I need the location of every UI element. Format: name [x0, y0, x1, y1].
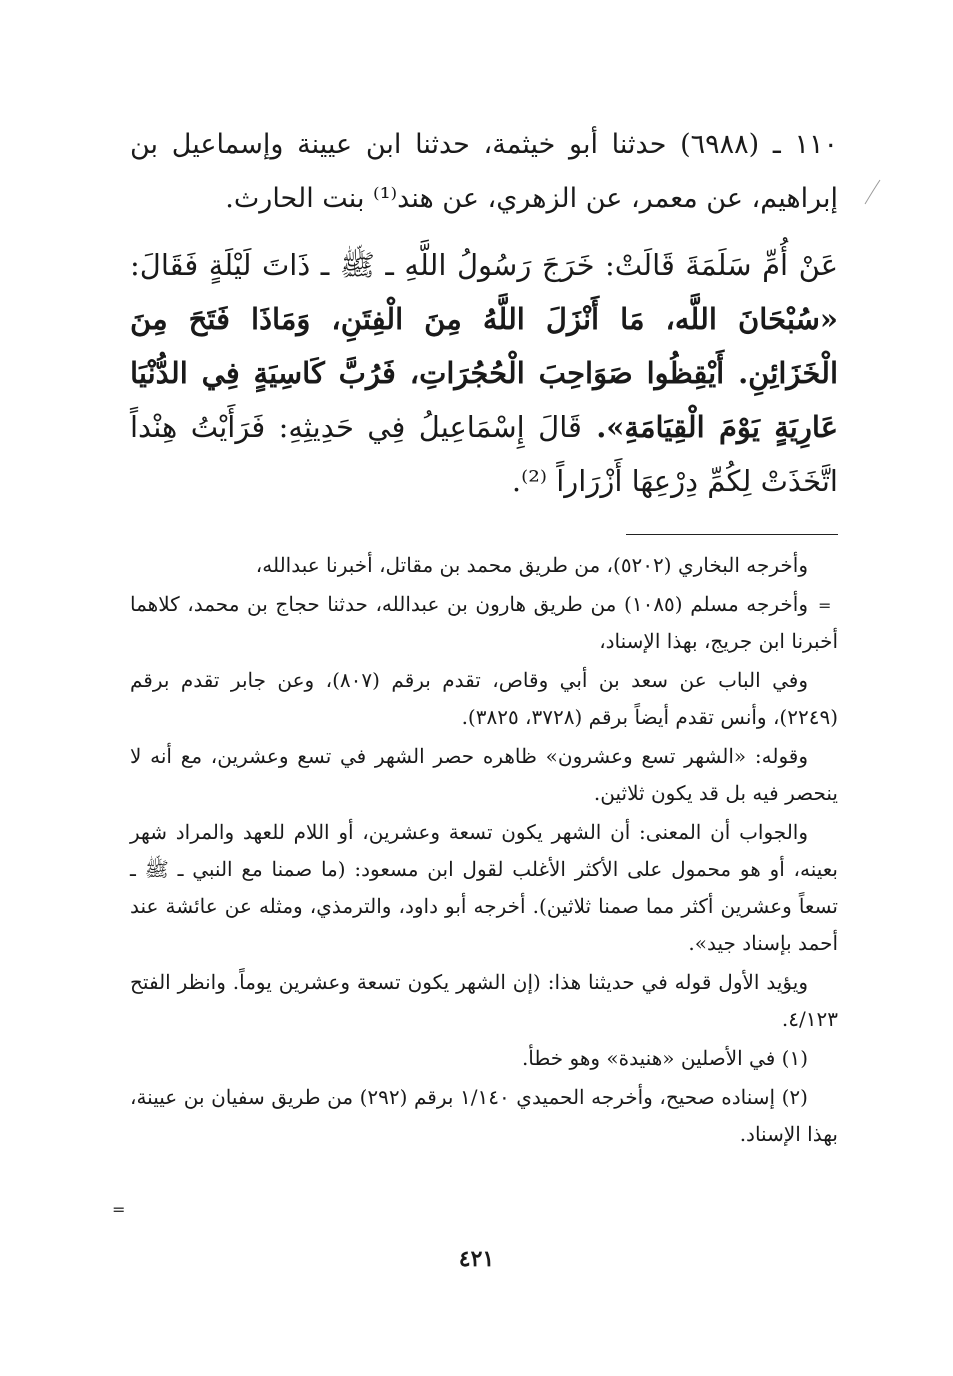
continued-from-mark: =	[818, 596, 832, 615]
footnote-continuation-5: والجواب أن المعنى: أن الشهر يكون تسعة وعشرين، أو اللام للعهد والمراد شهر بعينه، أو هو محمول على الأكثر الأغلب لقول ابن مسعود: (ما صمنا مع النبي ـ ﷺ ـ تسعاً وعشرين أكثر مما صمنا ثلاثين). أخرجه أبو داود، والترمذي، ومثله عن عائشة عند أحمد بإسناد جيد».	[130, 820, 838, 955]
matn-intro: عَنْ أُمِّ سَلَمَةَ قَالَتْ: خَرَجَ رَسُولُ اللَّهِ ـ ﷺ ـ ذَاتَ لَيْلَةٍ فَقَالَ:	[130, 248, 838, 282]
footnote-continuation-1: وأخرجه البخاري (٥٢٠٢)، من طريق محمد بن مقاتل، أخبرنا عبدالله،	[255, 553, 808, 577]
footnote-2: (٢) إسناده صحيح، وأخرجه الحميدي ١/١٤٠ برقم (٢٩٢) من طريق سفيان بن عيينة، بهذا الإسناد.	[130, 1085, 838, 1146]
footnote-continuation-6: ويؤيد الأول قوله في حديثنا هذا: (إن الشهر يكون تسعة وعشرين يوماً. وانظر الفتح ٤/١٢٣.	[130, 970, 838, 1031]
page-number: ٤٢١	[458, 1246, 495, 1272]
margin-pencil-mark	[862, 178, 884, 206]
footnote-continuation-2: وأخرجه مسلم (١٠٨٥) من طريق هارون بن عبدالله، حدثنا حجاج بن محمد، كلاهما أخبرنا ابن جريج، بهذا الإسناد،	[130, 592, 838, 653]
footnote-continuation-4: وقوله: «الشهر تسع وعشرون» ظاهره حصر الشهر في تسع وعشرين، مع أنه لا ينحصر فيه بل قد يكون ثلاثين.	[130, 744, 838, 805]
footnote-continuation-3: وفي الباب عن سعد بن أبي وقاص، تقدم برقم (٨٠٧)، وعن جابر تقدم برقم (٢٢٤٩)، وأنس تقدم أيضاً برقم (٣٧٢٨، ٣٨٢٥).	[130, 668, 838, 729]
hadith-matn	[130, 238, 838, 508]
hadith-isnad: ١١٠ ـ (٦٩٨٨) حدثنا أبو خيثمة، حدثنا ابن عيينة وإسماعيل بن إبراهيم، عن معمر، عن الزهري، عن هند⁽¹⁾ بنت الحارث.	[130, 129, 839, 214]
matn-quote: «سُبْحَانَ اللَّه، مَا أَنْزَلَ اللَّهُ مِنَ الْفِتَنِ، وَمَاذَا فَتَحَ مِنَ الْخَزَائِنِ. أَيْقِظُوا صَوَاحِبَ الْحُجُرَاتِ، فَرُبَّ كَاسِيَةٍ فِي الدُّنْيَا عَارِيَةٍ يَوْمَ الْقِيَامَةِ».	[130, 302, 839, 444]
footnote-1: (١) في الأصلين «هنيدة» وهو خطأ.	[521, 1046, 808, 1070]
footnotes	[130, 547, 838, 1153]
footnote-separator	[626, 534, 838, 535]
page-body	[130, 118, 838, 1153]
matn-end: قَالَ إِسْمَاعِيلُ فِي حَدِيثِهِ: فَرَأَيْتُ هِنْداً اتَّخَذَتْ لِكُمِّ دِرْعِهَا أَزْرَاراً ⁽²⁾.	[130, 410, 838, 498]
continues-to-mark: =	[112, 1200, 126, 1219]
